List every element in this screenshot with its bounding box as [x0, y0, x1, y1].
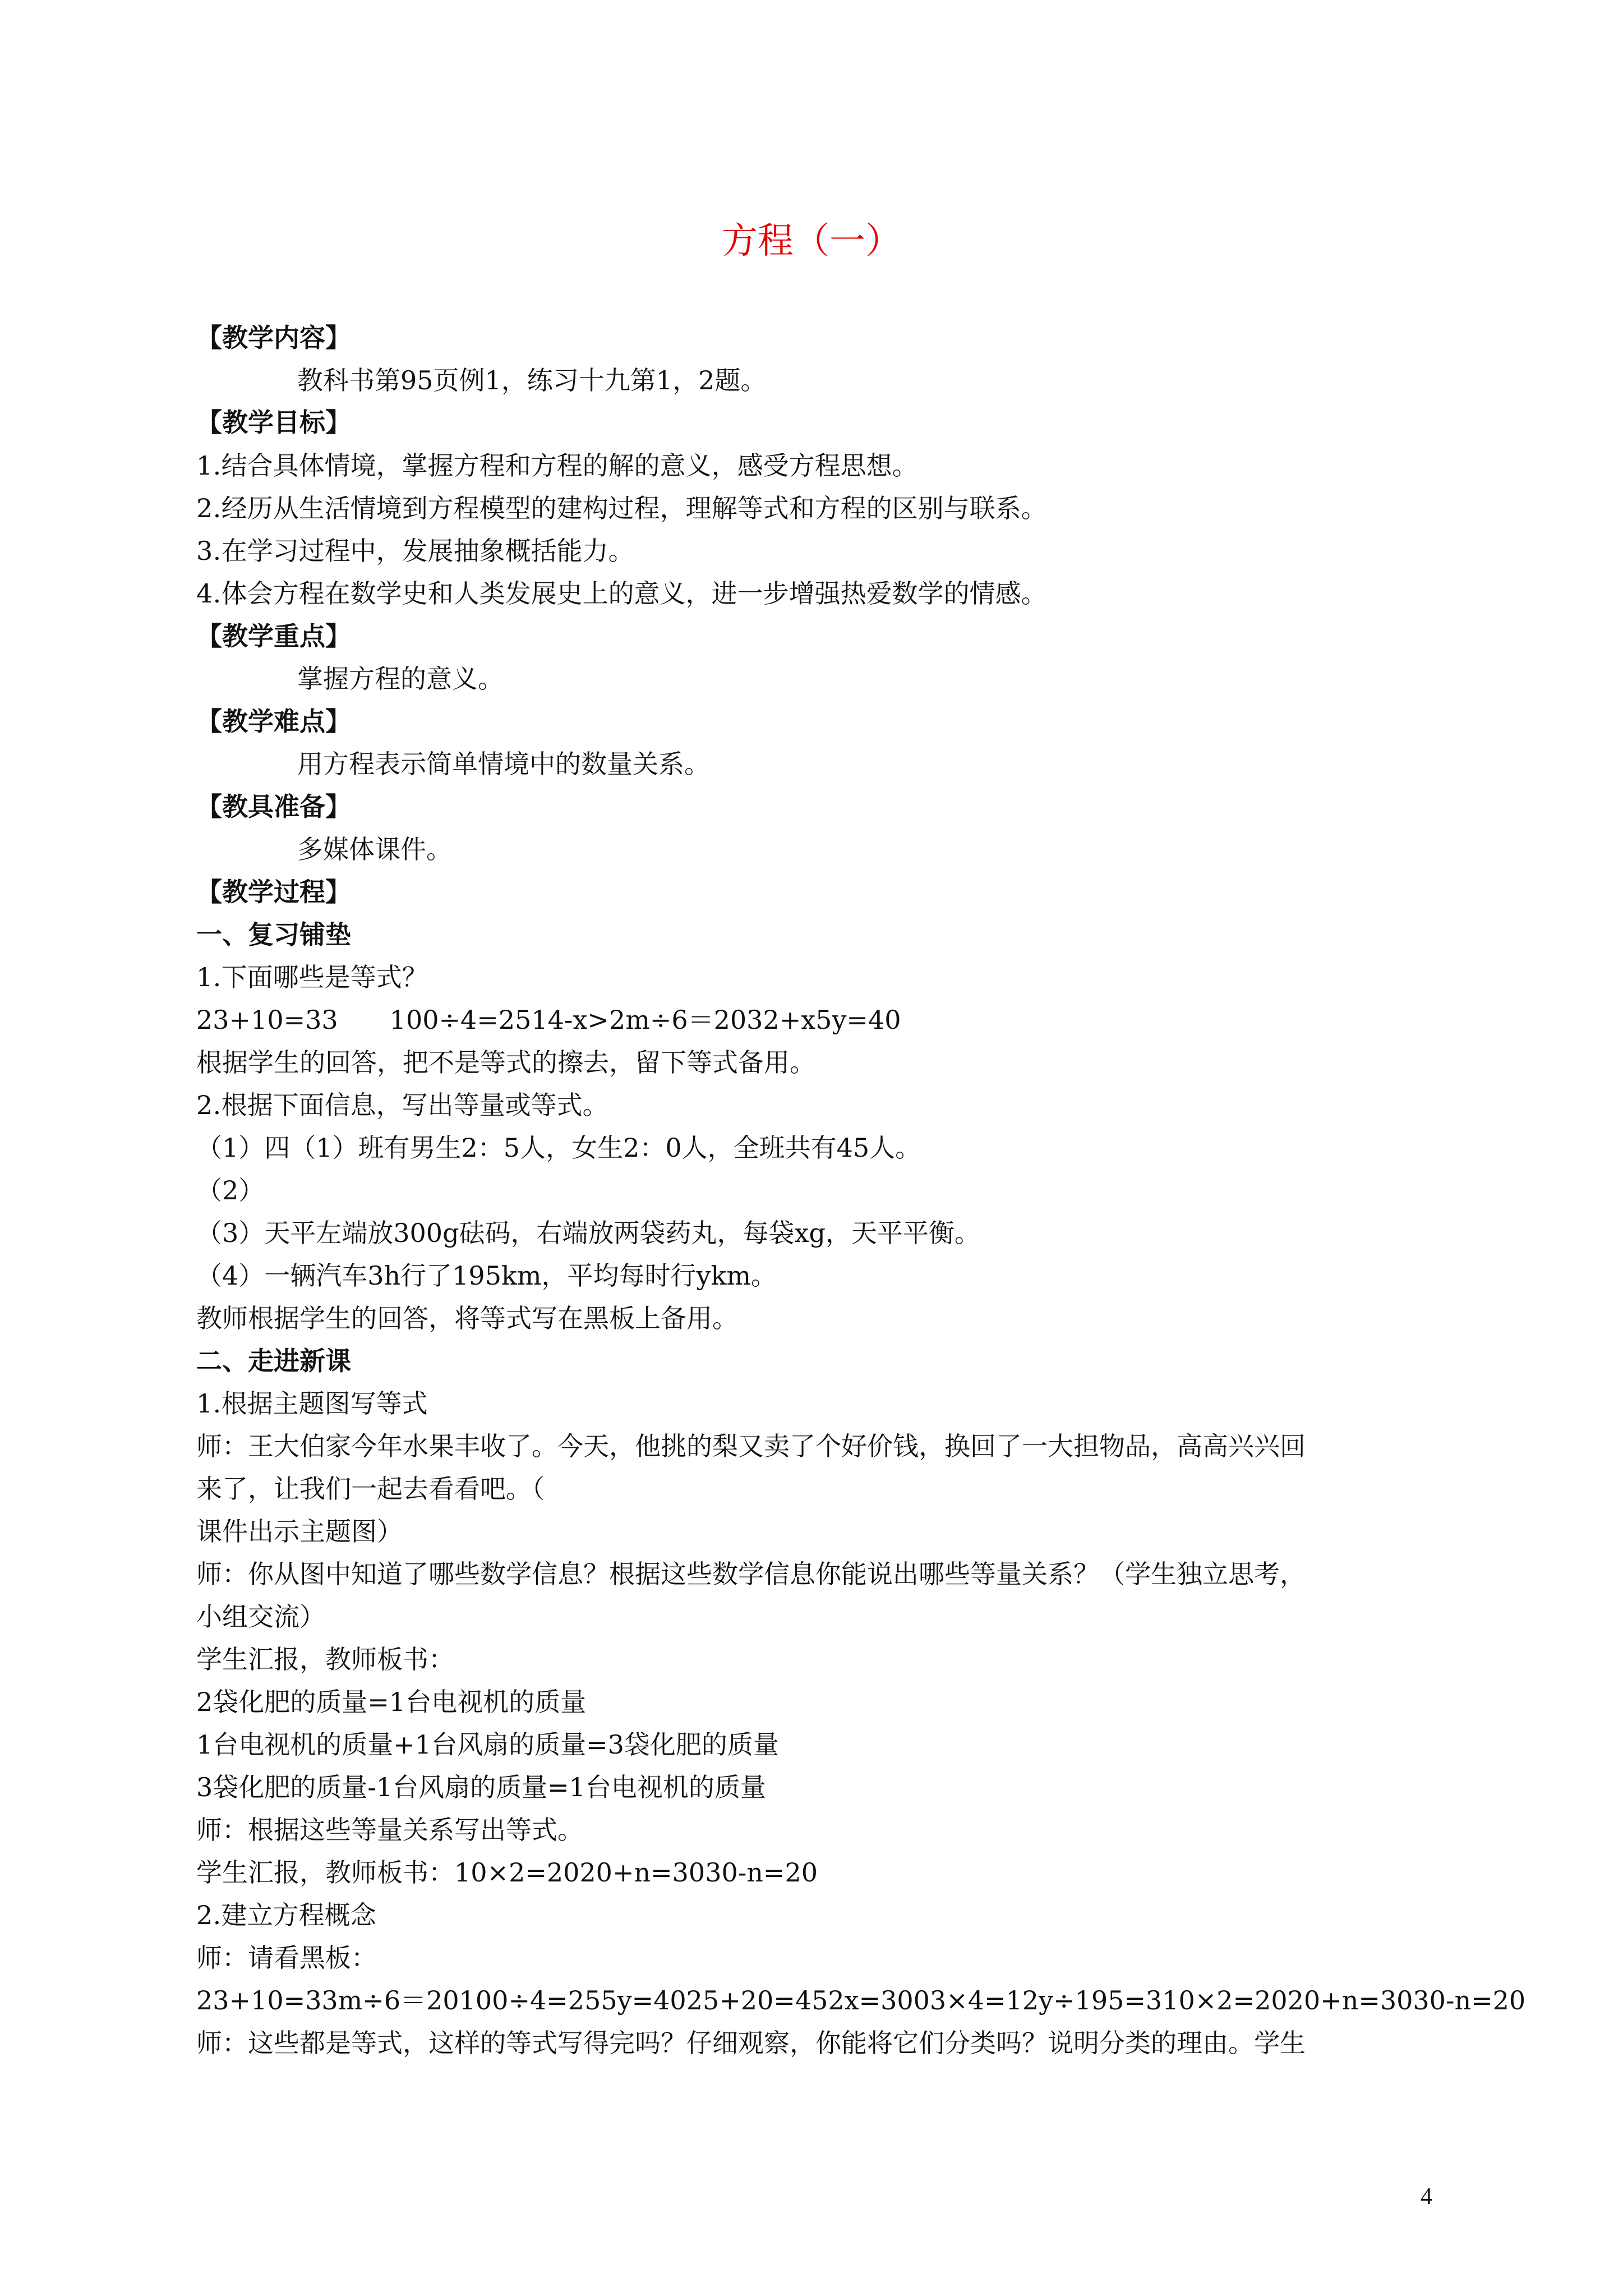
- paragraph: 课件出示主题图）: [196, 1516, 403, 1547]
- paragraph: 师：你从图中知道了哪些数学信息？根据这些数学信息你能说出哪些等量关系？（学生独立思考，: [196, 1559, 1306, 1589]
- paragraph: 学生汇报，教师板书：10×2=2020+n=3030-n=20: [196, 1857, 818, 1888]
- paragraph: 小组交流）: [196, 1602, 325, 1632]
- paragraph: 来了，让我们一起去看看吧。（: [196, 1474, 545, 1504]
- page-number: 4: [1421, 2184, 1432, 2210]
- paragraph: （3）天平左端放300g砝码，右端放两袋药丸，每袋xg，天平平衡。: [196, 1218, 980, 1248]
- paragraph: 1․下面哪些是等式？: [196, 962, 428, 992]
- paragraph: 根据学生的回答，把不是等式的擦去，留下等式备用。: [196, 1047, 815, 1078]
- paragraph: 3袋化肥的质量-1台风扇的质量=1台电视机的质量: [196, 1772, 766, 1802]
- paragraph: 教科书第95页例1，练习十九第1，2题。: [297, 365, 767, 395]
- paragraph: 3․在学习过程中，发展抽象概括能力。: [196, 536, 634, 566]
- paragraph: 23+10=33 100÷4=2514-x>2m÷6＝2032+x5y=40: [196, 1005, 901, 1035]
- section-heading: 【教学目标】: [196, 407, 351, 438]
- page-title: 方程（一）: [722, 220, 901, 262]
- paragraph: 用方程表示简单情境中的数量关系。: [297, 749, 710, 779]
- section-heading: 【教学内容】: [196, 323, 351, 353]
- paragraph: 1․根据主题图写等式: [196, 1388, 428, 1419]
- paragraph: 2袋化肥的质量=1台电视机的质量: [196, 1687, 587, 1717]
- paragraph: （2）: [196, 1175, 265, 1205]
- section-heading: 二、走进新课: [196, 1346, 351, 1376]
- paragraph: 4․体会方程在数学史和人类发展史上的意义，进一步增强热爱数学的情感。: [196, 578, 1047, 609]
- paragraph: 师：根据这些等量关系写出等式。: [196, 1815, 583, 1845]
- section-heading: 【教学难点】: [196, 706, 351, 737]
- paragraph: 师：这些都是等式，这样的等式写得完吗？仔细观察，你能将它们分类吗？说明分类的理由。学生: [196, 2028, 1306, 2058]
- section-heading: 【教学重点】: [196, 621, 351, 651]
- paragraph: 师：请看黑板：: [196, 1943, 377, 1973]
- paragraph: 掌握方程的意义。: [297, 664, 504, 694]
- section-heading: 一、复习铺垫: [196, 919, 351, 950]
- paragraph: 学生汇报，教师板书：: [196, 1644, 454, 1674]
- section-heading: 【教学过程】: [196, 877, 351, 907]
- paragraph: 多媒体课件。: [297, 834, 452, 864]
- paragraph: （1）四（1）班有男生2：5人，女生2：0人，全班共有45人。: [196, 1133, 921, 1163]
- paragraph: 23+10=33m÷6＝20100÷4=255y=4025+20=452x=3003×4=12y÷195=310×2=2020+n=3030-n=20: [196, 1985, 1526, 2016]
- paragraph: 2․经历从生活情境到方程模型的建构过程，理解等式和方程的区别与联系。: [196, 493, 1047, 523]
- paragraph: 1台电视机的质量+1台风扇的质量=3袋化肥的质量: [196, 1729, 779, 1760]
- paragraph: （4）一辆汽车3h行了195km，平均每时行ykm。: [196, 1260, 777, 1291]
- paragraph: 2․根据下面信息，写出等量或等式。: [196, 1090, 608, 1120]
- paragraph: 1․结合具体情境，掌握方程和方程的解的意义，感受方程思想。: [196, 450, 918, 481]
- paragraph: 师：王大伯家今年水果丰收了。今天，他挑的梨又卖了个好价钱，换回了一大担物品，高高兴兴回: [196, 1431, 1306, 1461]
- section-heading: 【教具准备】: [196, 792, 351, 822]
- paragraph: 2․建立方程概念: [196, 1900, 376, 1930]
- paragraph: 教师根据学生的回答，将等式写在黑板上备用。: [196, 1303, 738, 1333]
